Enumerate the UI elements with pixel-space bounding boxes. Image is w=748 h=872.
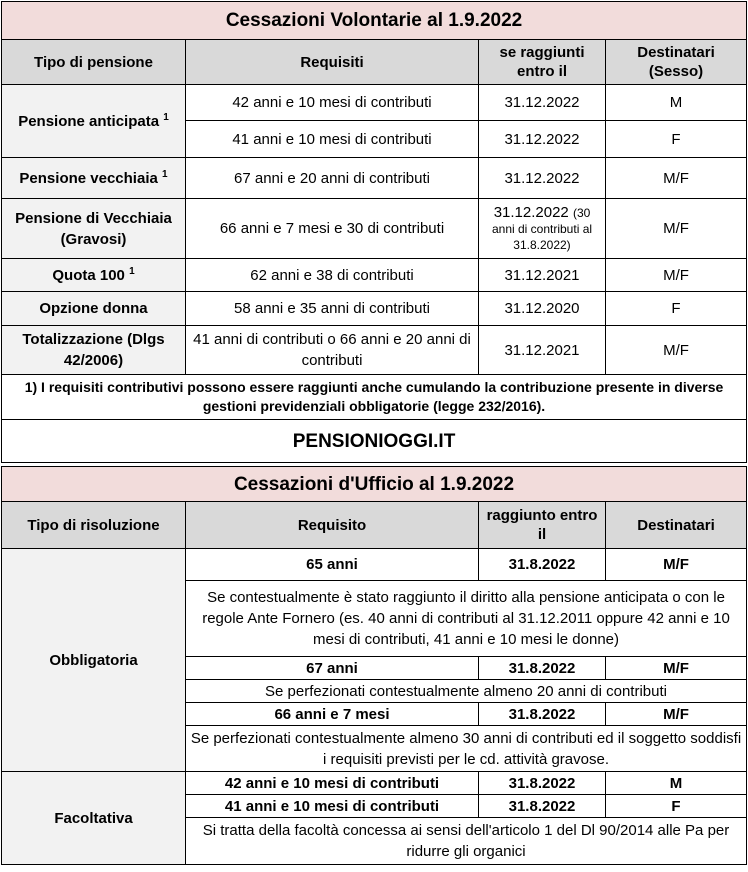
- requirement-cell: 41 anni di contributi o 66 anni e 20 anni di contributi: [186, 326, 479, 375]
- col-header-entro-il: se raggiunti entro il: [479, 40, 606, 85]
- col-header-destinatari: Destinatari (Sesso): [606, 40, 747, 85]
- col-header-tipo-risoluzione: Tipo di risoluzione: [2, 502, 186, 549]
- pension-type-cell: Quota 100 $^1$: [2, 259, 186, 292]
- recipient-cell: M/F: [606, 158, 747, 199]
- recipient-cell: M/F: [606, 549, 747, 581]
- condition-note: Si tratta della facoltà concessa ai sensi dell'articolo 1 del Dl 90/2014 alle Pa per ridurre gli organici: [186, 818, 747, 865]
- condition-note: Se perfezionati contestualmente almeno 30 anni di contributi ed il soggetto soddisfi i requisiti previsti per le cd. attività gravose.: [186, 726, 747, 772]
- table-row: [2, 259, 747, 292]
- recipient-cell: F: [606, 292, 747, 326]
- requirement-cell: 42 anni e 10 mesi di contributi: [186, 772, 479, 795]
- date-cell: 31.12.2022 (30 anni di contributi al 31.8.2022): [479, 199, 606, 259]
- date-cell: 31.8.2022: [479, 657, 606, 680]
- date-cell: 31.8.2022: [479, 549, 606, 581]
- pension-type-cell: Pensione di Vecchiaia (Gravosi): [2, 199, 186, 259]
- requirement-cell: 41 anni e 10 mesi di contributi: [186, 121, 479, 158]
- table-row: [2, 158, 747, 199]
- col-header-destinatari: Destinatari: [606, 502, 747, 549]
- table-row: [2, 326, 747, 375]
- date-note: (30 anni di contributi al 31.8.2022): [491, 205, 593, 252]
- col-header-entro-il: raggiunto entro il: [479, 502, 606, 549]
- recipient-cell: F: [606, 121, 747, 158]
- requirement-cell: 42 anni e 10 mesi di contributi: [186, 85, 479, 121]
- site-name: PENSIONIOGGI.IT: [2, 420, 747, 463]
- col-header-tipo-pensione: Tipo di pensione: [2, 40, 186, 85]
- voluntary-header-row: [2, 40, 747, 85]
- requirement-cell: 65 anni: [186, 549, 479, 581]
- ufficio-cessations-table: [1, 466, 747, 865]
- date-cell: 31.12.2022: [479, 158, 606, 199]
- voluntary-title: Cessazioni Volontarie al 1.9.2022: [2, 2, 747, 40]
- table-row: [2, 549, 747, 581]
- requirement-cell: 58 anni e 35 anni di contributi: [186, 292, 479, 326]
- footnote-mark: 1: [162, 168, 168, 180]
- col-header-requisito: Requisito: [186, 502, 479, 549]
- col-header-requisiti: Requisiti: [186, 40, 479, 85]
- requirement-cell: 66 anni e 7 mesi e 30 di contributi: [186, 199, 479, 259]
- requirement-cell: 62 anni e 38 di contributi: [186, 259, 479, 292]
- pension-type-cell: Totalizzazione (Dlgs 42/2006): [2, 326, 186, 375]
- table-row: [2, 772, 747, 795]
- date-cell: 31.12.2020: [479, 292, 606, 326]
- condition-note: Se perfezionati contestualmente almeno 20 anni di contributi: [186, 680, 747, 703]
- requirement-cell: 67 anni: [186, 657, 479, 680]
- requirement-cell: 66 anni e 7 mesi: [186, 703, 479, 726]
- table-row: [2, 199, 747, 259]
- condition-note: Se contestualmente è stato raggiunto il diritto alla pensione anticipata o con le regole Ante Fornero (es. 40 anni di contributi al 31.12.2011 oppure 42 anni e 10 mesi di contributi, 41 anni e 10 mesi le donne): [186, 581, 747, 657]
- footnote-mark: 1: [129, 265, 135, 277]
- date-cell: 31.12.2022: [479, 85, 606, 121]
- date-cell: 31.12.2021: [479, 259, 606, 292]
- table-row: [2, 292, 747, 326]
- resolution-type-facoltativa: Facoltativa: [2, 772, 186, 865]
- pension-type-cell: Opzione donna: [2, 292, 186, 326]
- recipient-cell: M: [606, 772, 747, 795]
- date-cell: 31.12.2021: [479, 326, 606, 375]
- recipient-cell: M/F: [606, 703, 747, 726]
- recipient-cell: M: [606, 85, 747, 121]
- date-cell: 31.8.2022: [479, 703, 606, 726]
- footnote: 1) I requisiti contributivi possono essere raggiunti anche cumulando la contribuzione presente in diverse gestioni previdenziali obbligatorie (legge 232/2016).: [2, 375, 747, 420]
- recipient-cell: M/F: [606, 199, 747, 259]
- date-cell: 31.8.2022: [479, 772, 606, 795]
- pension-type-cell: Pensione anticipata $^1$: [2, 85, 186, 158]
- recipient-cell: M/F: [606, 259, 747, 292]
- date-cell: 31.12.2022: [479, 121, 606, 158]
- ufficio-title: Cessazioni d'Ufficio al 1.9.2022: [2, 467, 747, 502]
- date-cell: 31.8.2022: [479, 795, 606, 818]
- requirement-cell: 67 anni e 20 anni di contributi: [186, 158, 479, 199]
- voluntary-cessations-table: [1, 1, 747, 463]
- recipient-cell: M/F: [606, 326, 747, 375]
- pension-type-cell: Pensione vecchiaia $^1$: [2, 158, 186, 199]
- table-row: [2, 85, 747, 121]
- resolution-type-obbligatoria: Obbligatoria: [2, 549, 186, 772]
- footnote-mark: 1: [163, 111, 169, 123]
- recipient-cell: F: [606, 795, 747, 818]
- ufficio-header-row: [2, 502, 747, 549]
- recipient-cell: M/F: [606, 657, 747, 680]
- requirement-cell: 41 anni e 10 mesi di contributi: [186, 795, 479, 818]
